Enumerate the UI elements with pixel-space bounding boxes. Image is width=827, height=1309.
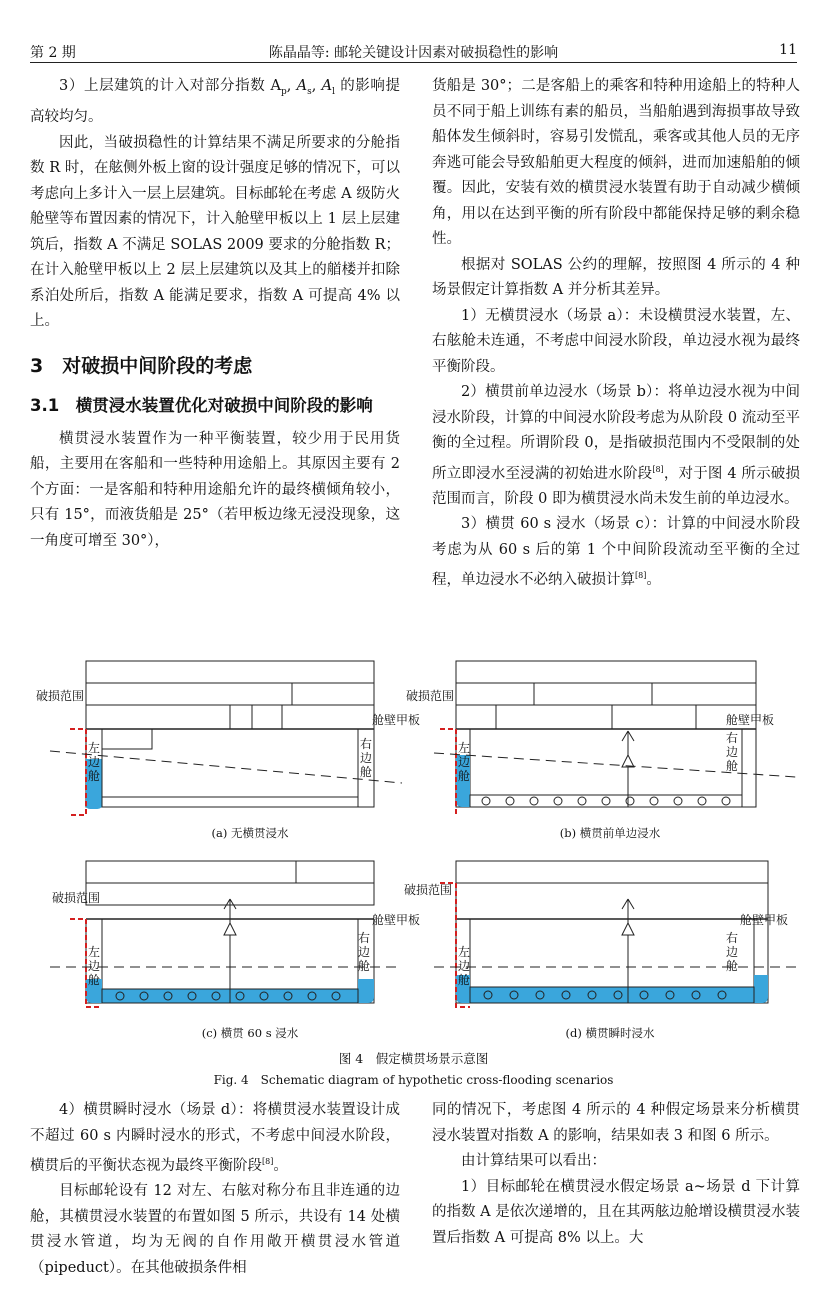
panel-c: [50, 861, 402, 1007]
subcaption-a: (a) 无横贯浸水: [211, 826, 289, 840]
bottom-left-column: [30, 1098, 400, 1281]
left-tank-label-d: 左边舱: [458, 945, 471, 987]
deck-label-d: 舱壁甲板: [740, 913, 789, 927]
paragraph: 横贯浸水装置作为一种平衡装置，较少用于民用货船，主要用在客船和一些特种用途船上。其原因主要有 2 个方面：一是客船和特种用途船允许的最终横倾角较小，只有 15°，而液货船是 25°（若甲板边缘无浸没现象，这一角度可增至 30°），: [30, 430, 400, 549]
right-tank-label-c: 右边舱: [358, 931, 371, 973]
left-tank-label-a: 左边舱: [88, 741, 101, 783]
paragraph: 1）目标邮轮在横贯浸水假定场景 a~场景 d 下计算的指数 A 是依次递增的，且在其两舷边舱增设横贯浸水装置后指数 A 可提高 8% 以上。大: [432, 1178, 800, 1246]
left-column: [30, 74, 400, 554]
left-tank-label-b: 左边舱: [458, 741, 471, 783]
damage-label-d: 破损范围: [404, 883, 453, 897]
subcaption-d: (d) 横贯瞬时浸水: [565, 1026, 655, 1040]
paragraph: 因此，当破损稳性的计算结果不满足所要求的分舱指数 R 时，在舷侧外板上窗的设计强度足够的情况下，可以考虑向上多计入一层上层建筑。目标邮轮在考虑 A 级防火舱壁等布置因素的情况下，计入舱壁甲板以上 1 层上层建筑后，指数 A 不满足 SOLAS 2009 要求的分舱指数 R；在计入舱壁甲板以上 2 层上层建筑以及其上的艏楼并扣除系泊处所后，指数 A 能满足要求，指数 A 可提高 4% 以上。: [30, 134, 400, 330]
deck-label-a: 舱壁甲板: [372, 713, 421, 727]
damage-label-c: 破损范围: [52, 891, 101, 905]
subsection-heading: 3.1 横贯浸水装置优化对破损中间阶段的影响: [30, 395, 373, 415]
paragraph: 3）上层建筑的计入对部分指数 $A_p$, $A_s$, $A_l$ 的影响提高较均匀。: [30, 78, 401, 126]
panel-a: [50, 661, 402, 815]
section-heading: 3 对破损中间阶段的考虑: [30, 354, 253, 377]
bottom-right-column: [432, 1098, 800, 1251]
figure-caption-cn: 图 4 假定横贯场景示意图: [338, 1051, 489, 1066]
running-header: [30, 40, 797, 63]
right-tank-label-d: 右边舱: [726, 931, 739, 973]
issue-number: 第 2 期: [30, 45, 76, 61]
paragraph: 货船是 30°；二是客船上的乘客和特种用途船上的特种人员不同于船上训练有素的船员，当船舶遇到海损事故导致船体发生倾斜时，容易引发慌乱，乘客或其他人员的无序奔逃可能会导致船舶更大程度的倾斜，进而加速船舶的倾覆。因此，安装有效的横贯浸水装置有助于自动减少横倾角，用以在达到平衡的所有阶段中都能保持足够的剩余稳性。: [432, 78, 800, 247]
paragraph: 目标邮轮设有 12 对左、右舷对称分布且非连通的边舱，其横贯浸水装置的布置如图 5 所示，共设有 14 处横贯浸水管道，均为无阀的自作用敞开横贯浸水管道（pipeduct）。在其他破损条件相: [30, 1183, 400, 1276]
paragraph: 1）无横贯浸水（场景 a）：未设横贯浸水装置，左、右舷舱未连通，不考虑中间浸水阶段，单边浸水视为最终平衡阶段。: [432, 307, 800, 375]
right-tank-label-b: 右边舱: [726, 731, 739, 773]
figure-4: [30, 655, 797, 1095]
damage-label-b: 破损范围: [406, 689, 455, 703]
right-tank-label-a: 右边舱: [360, 737, 373, 779]
running-title: 陈晶晶等: 邮轮关键设计因素对破损稳性的影响: [268, 45, 559, 61]
paragraph: 根据对 SOLAS 公约的理解，按照图 4 所示的 4 种场景假定计算指数 A 并分析其差异。: [432, 256, 800, 298]
paragraph: 同的情况下，考虑图 4 所示的 4 种假定场景来分析横贯浸水装置对指数 A 的影响，结果如表 3 和图 6 所示。: [432, 1102, 800, 1144]
paragraph: 4）横贯瞬时浸水（场景 d）：将横贯浸水装置设计成不超过 60 s 内瞬时浸水的形式，不考虑中间浸水阶段，横贯后的平衡状态视为最终平衡阶段[8]。: [30, 1102, 400, 1174]
subcaption-c: (c) 横贯 60 s 浸水: [201, 1026, 299, 1040]
figure-caption-en: Fig. 4 Schematic diagram of hypothetic cross-flooding scenarios: [213, 1073, 614, 1087]
paragraph: 3）横贯 60 s 浸水（场景 c）：计算的中间浸水阶段考虑为从 60 s 后的第 1 个中间阶段流动至平衡的全过程，单边浸水不必纳入破损计算[8]。: [432, 516, 800, 589]
deck-label-b: 舱壁甲板: [726, 713, 775, 727]
subcaption-b: (b) 横贯前单边浸水: [559, 826, 661, 840]
page-number: 11: [779, 42, 797, 58]
paragraph: 由计算结果可以看出：: [461, 1153, 606, 1169]
panel-b: [434, 661, 796, 815]
right-column: [432, 74, 800, 594]
left-tank-label-c: 左边舱: [88, 945, 101, 987]
damage-label-a: 破损范围: [36, 689, 85, 703]
paragraph: 2）横贯前单边浸水（场景 b）：将单边浸水视为中间浸水阶段，计算的中间浸水阶段考虑为从阶段 0 流动至平衡的全过程。所谓阶段 0，是指破损范围内不受限制的处所立即浸水至浸满的初始进水阶段[8]，对于图 4 所示破损范围而言，阶段 0 即为横贯浸水尚未发生前的单边浸水。: [432, 384, 800, 507]
panel-d: [434, 861, 796, 1007]
deck-label-c: 舱壁甲板: [372, 913, 421, 927]
